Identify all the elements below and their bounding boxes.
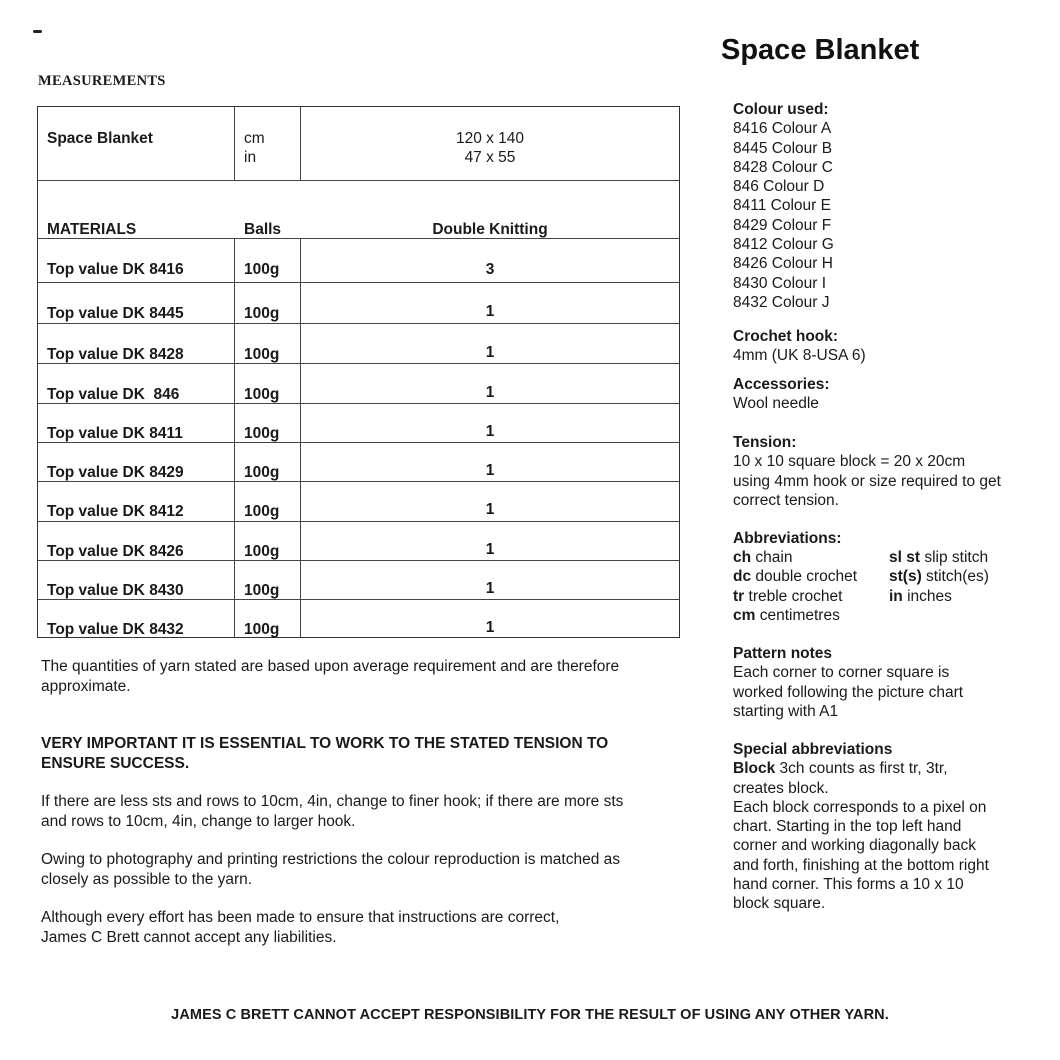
colour-item: 8429 Colour F <box>733 216 832 234</box>
colours-section <box>733 100 1033 312</box>
materials-table <box>37 106 680 638</box>
material-weight: 100g <box>244 261 280 278</box>
abbreviation-item: dc double crochet <box>733 568 858 586</box>
footer-disclaimer: JAMES C BRETT CANNOT ACCEPT RESPONSIBILITY FOR THE RESULT OF USING ANY OTHER YARN. <box>171 1007 889 1023</box>
material-qty: 1 <box>485 303 495 320</box>
material-qty: 1 <box>485 423 495 440</box>
material-weight: 100g <box>244 305 280 322</box>
table-column-divider <box>234 107 235 180</box>
double-knitting-header: Double Knitting <box>432 221 548 238</box>
material-name: Top value DK 8445 <box>47 305 184 322</box>
tension-section: Tension: 10 x 10 square block = 20 x 20cm using 4mm hook or size required to get correct tension. <box>733 433 1033 510</box>
materials-header: MATERIALS <box>47 221 137 238</box>
size-value-cm: 120 x 140 <box>455 130 525 147</box>
material-qty: 1 <box>485 344 495 361</box>
material-qty: 1 <box>485 619 495 636</box>
abbreviation-item: ch chain <box>733 549 793 566</box>
abbreviation-item: sl st slip stitch <box>889 549 989 566</box>
material-name: Top value DK 8426 <box>47 543 184 560</box>
pattern-notes-section: Pattern notes Each corner to corner square is worked following the picture chart starting with A1 <box>733 644 1033 721</box>
page-title: Space Blanket <box>721 34 920 66</box>
material-name: Top value DK 8411 <box>47 425 183 442</box>
liability-note: Although every effort has been made to ensure that instructions are correct, James C Brett cannot accept any liabilities. <box>41 909 560 946</box>
size-value-in: 47 x 55 <box>464 149 516 166</box>
material-qty: 1 <box>485 384 495 401</box>
material-name: Top value DK 8416 <box>47 261 184 278</box>
abbreviation-item: in inches <box>889 587 952 605</box>
tension-warning: VERY IMPORTANT IT IS ESSENTIAL TO WORK TO THE STATED TENSION TO ENSURE SUCCESS. <box>41 735 609 772</box>
colour-item: 8411 Colour E <box>733 197 831 215</box>
material-name: Top value DK 846 <box>47 386 180 403</box>
material-weight: 100g <box>244 346 280 363</box>
table-divider <box>38 180 679 181</box>
tension-heading: Tension: <box>733 434 797 451</box>
table-divider <box>38 521 679 522</box>
measurements-heading: MEASUREMENTS <box>38 73 166 89</box>
colour-item: 8412 Colour G <box>733 236 834 254</box>
size-label: Space Blanket <box>47 130 153 147</box>
block-abbr: Block <box>733 760 776 778</box>
material-weight: 100g <box>244 425 280 442</box>
material-qty: 1 <box>485 541 495 558</box>
material-weight: 100g <box>244 386 280 403</box>
colour-item: 8428 Colour C <box>733 158 833 176</box>
material-name: Top value DK 8429 <box>47 464 184 481</box>
crochet-hook-section <box>733 327 1033 366</box>
material-weight: 100g <box>244 582 280 599</box>
accessories-value: Wool needle <box>733 395 819 413</box>
table-divider <box>38 282 679 283</box>
photo-note: Owing to photography and printing restrictions the colour reproduction is matched as closely as possible to the yarn. <box>41 851 620 888</box>
abbreviation-item: cm centimetres <box>733 606 840 624</box>
material-name: Top value DK 8430 <box>47 582 184 599</box>
special-abbreviations-heading: Special abbreviations <box>733 741 893 758</box>
material-qty: 3 <box>485 261 495 278</box>
table-divider <box>38 323 679 324</box>
material-weight: 100g <box>244 621 280 638</box>
abbreviations-left <box>733 548 857 625</box>
accessories-section <box>733 375 1033 414</box>
colour-item: 8430 Colour I <box>733 274 827 292</box>
table-column-divider <box>234 238 235 637</box>
crochet-hook-value: 4mm (UK 8-USA 6) <box>733 347 866 365</box>
unit-in: in <box>244 149 257 166</box>
material-weight: 100g <box>244 543 280 560</box>
abbreviation-item: tr treble crochet <box>733 587 843 605</box>
colour-item: 8426 Colour H <box>733 255 833 273</box>
colour-item: 846 Colour D <box>733 178 825 196</box>
corner-mark <box>33 30 42 33</box>
accessories-heading: Accessories: <box>733 376 830 393</box>
unit-cm: cm <box>244 130 265 147</box>
colours-heading: Colour used: <box>733 101 829 118</box>
abbreviations-right <box>889 548 989 606</box>
balls-header: Balls <box>244 221 282 238</box>
material-qty: 1 <box>485 501 495 518</box>
material-name: Top value DK 8412 <box>47 503 184 520</box>
colour-item: 8432 Colour J <box>733 293 830 311</box>
abbreviation-item: st(s) stitch(es) <box>889 568 989 586</box>
material-weight: 100g <box>244 503 280 520</box>
material-qty: 1 <box>485 580 495 597</box>
pattern-notes-heading: Pattern notes <box>733 645 833 662</box>
material-name: Top value DK 8432 <box>47 621 184 638</box>
colour-item: 8416 Colour A <box>733 120 832 138</box>
crochet-hook-heading: Crochet hook: <box>733 328 839 345</box>
abbreviations-heading: Abbreviations: <box>733 530 842 547</box>
colour-item: 8445 Colour B <box>733 139 833 157</box>
material-weight: 100g <box>244 464 280 481</box>
material-qty: 1 <box>485 462 495 479</box>
quantities-note: The quantities of yarn stated are based upon average requirement and are therefore approximate. <box>41 658 620 695</box>
hook-note: If there are less sts and rows to 10cm, 4in, change to finer hook; if there are more sts and rows to 10cm, 4in, change to larger hook. <box>41 793 624 830</box>
special-abbreviations-section: Special abbreviations Block 3ch counts as first tr, 3tr, creates block. Each block corresponds to a pixel on chart. Starting in the top left hand corner and working diagonally back and forth, finishing at the bottom right hand corner. This forms a 10 x 10 block square. <box>733 740 1033 914</box>
material-name: Top value DK 8428 <box>47 346 184 363</box>
